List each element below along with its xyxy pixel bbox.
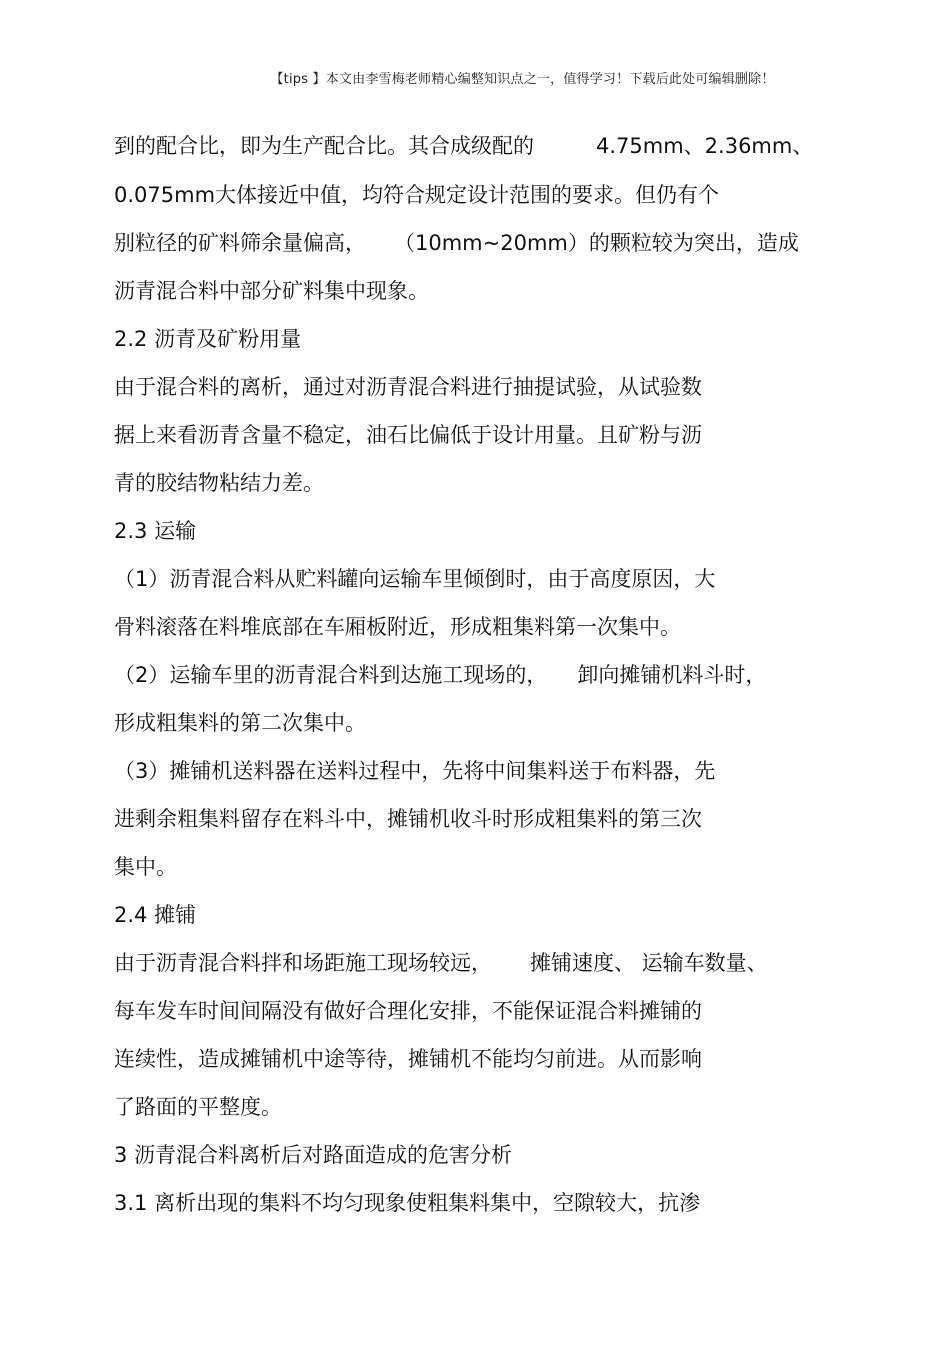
text-line — [114, 997, 702, 1025]
line-text: 集中。 — [114, 855, 177, 879]
text-line — [114, 613, 681, 641]
text-line — [114, 421, 702, 449]
text-line — [114, 1189, 700, 1217]
line-text: 2.3 运输 — [114, 519, 197, 543]
section-heading — [114, 901, 196, 929]
text-line — [114, 949, 768, 977]
text-line — [114, 853, 177, 881]
section-heading — [114, 1141, 512, 1169]
line-text-right: 卸向摊铺机料斗时， — [577, 663, 767, 687]
text-line — [114, 1045, 702, 1073]
line-text: 别粒径的矿料筛余量偏高， — [114, 231, 366, 255]
text-line — [114, 565, 715, 593]
line-text: 连续性，造成摊铺机中途等待，摊铺机不能均匀前进。从而影响 — [114, 1047, 702, 1071]
line-text: 沥青混合料中部分矿料集中现象。 — [114, 279, 429, 303]
line-text: （3）摊铺机送料器在送料过程中，先将中间集料送于布料器，先 — [114, 759, 716, 783]
text-line — [114, 757, 715, 785]
line-text: 形成粗集料的第二次集中。 — [114, 711, 366, 735]
line-text-right: 摊铺速度、 运输车数量、 — [530, 951, 768, 975]
line-text: 0.075mm大体接近中值，均符合规定设计范围的要求。但仍有个 — [114, 183, 720, 207]
text-line — [114, 132, 813, 160]
text-line — [114, 277, 429, 305]
line-text: 青的胶结物粘结力差。 — [114, 471, 324, 495]
section-heading — [114, 517, 196, 545]
line-text-right: （10mm~20mm）的颗粒较为突出，造成 — [394, 231, 799, 255]
line-text: 到的配合比，即为生产配合比。其合成级配的 — [114, 134, 534, 158]
line-text: 2.4 摊铺 — [114, 903, 197, 927]
line-text: 由于混合料的离析，通过对沥青混合料进行抽提试验，从试验数 — [114, 375, 702, 399]
section-heading — [114, 325, 301, 353]
line-text: 了路面的平整度。 — [114, 1095, 282, 1119]
text-line — [114, 229, 799, 257]
line-text: 每车发车时间间隔没有做好合理化安排，不能保证混合料摊铺的 — [114, 999, 702, 1023]
text-line — [114, 181, 719, 209]
text-line — [114, 469, 324, 497]
line-text: （2）运输车里的沥青混合料到达施工现场的， — [114, 663, 548, 687]
text-line — [114, 1093, 282, 1121]
tips-header: 【tips 】本文由李雪梅老师精心编整知识点之一，值得学习！下载后此处可编辑删除！ — [270, 72, 775, 87]
line-text: 2.2 沥青及矿粉用量 — [114, 327, 302, 351]
line-text: 由于沥青混合料拌和场距施工现场较远， — [114, 951, 492, 975]
text-line — [114, 373, 702, 401]
line-text-right: 4.75mm、2.36mm、 — [596, 134, 814, 158]
line-text: 进剩余粗集料留存在料斗中，摊铺机收斗时形成粗集料的第三次 — [114, 807, 702, 831]
text-line — [114, 661, 766, 689]
text-line — [114, 709, 366, 737]
line-text: 3 沥青混合料离析后对路面造成的危害分析 — [114, 1143, 513, 1167]
text-line — [114, 805, 702, 833]
line-text: 据上来看沥青含量不稳定，油石比偏低于设计用量。且矿粉与沥 — [114, 423, 702, 447]
line-text: （1）沥青混合料从贮料罐向运输车里倾倒时，由于高度原因，大 — [114, 567, 716, 591]
line-text: 3.1 离析出现的集料不均匀现象使粗集料集中，空隙较大，抗渗 — [114, 1191, 701, 1215]
line-text: 骨料滚落在料堆底部在车厢板附近，形成粗集料第一次集中。 — [114, 615, 681, 639]
